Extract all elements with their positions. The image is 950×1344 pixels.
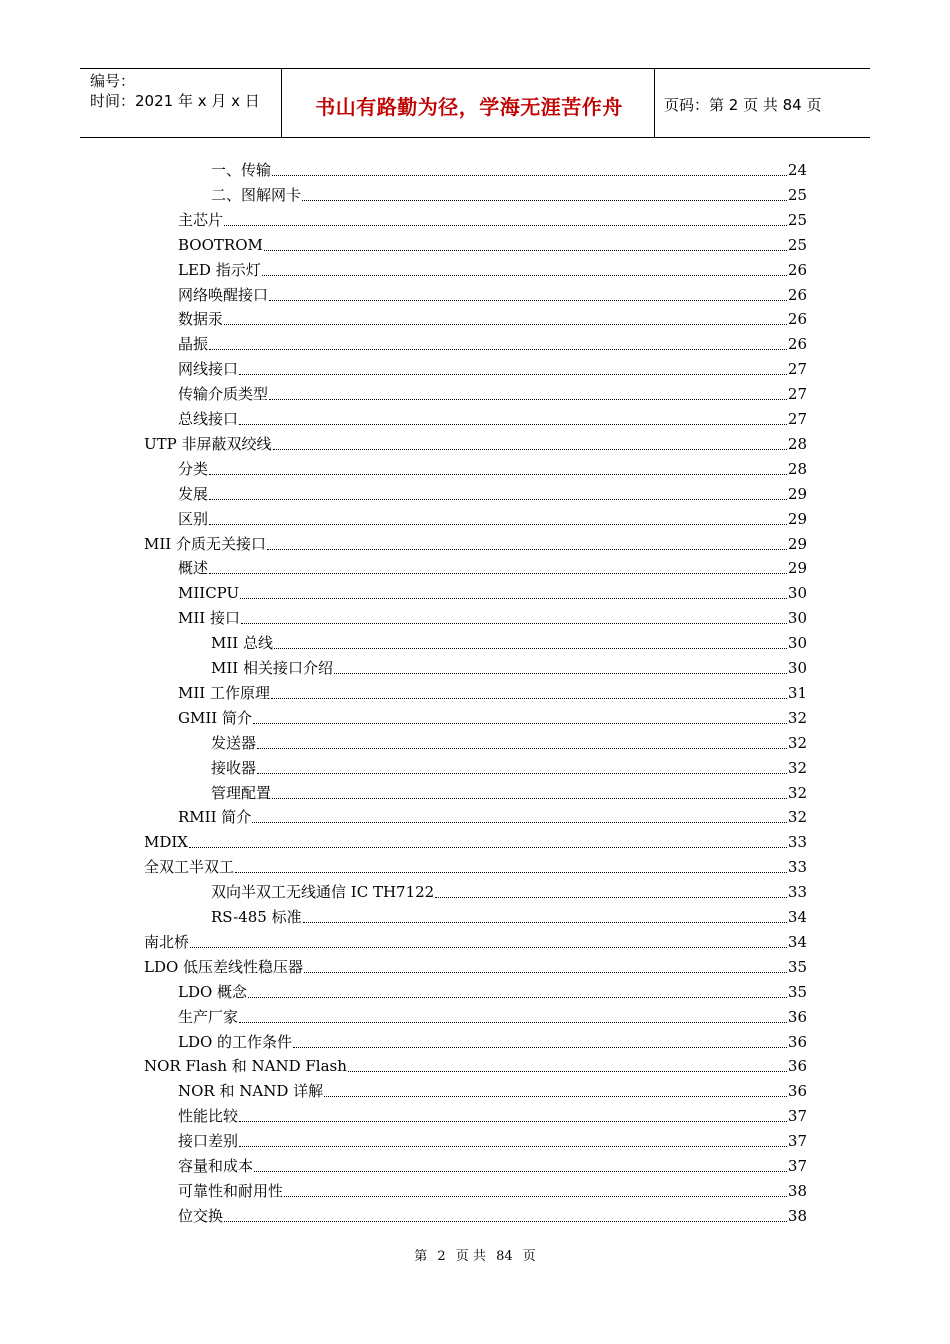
toc-leader-dots: [254, 1171, 787, 1172]
toc-entry-title: 晶振: [178, 335, 209, 353]
toc-entry-page: 28: [787, 435, 807, 453]
motto: 书山有路勤为径，学海无涯苦作舟: [315, 95, 623, 119]
toc-entry-page: 32: [787, 784, 807, 802]
toc-entry[interactable]: [211, 656, 807, 680]
toc-entry-page: 36: [787, 1082, 807, 1100]
footer-suffix: 页: [522, 1249, 536, 1264]
toc-entry[interactable]: [178, 1030, 807, 1054]
toc-entry-page: 30: [787, 584, 807, 602]
toc-leader-dots: [241, 623, 787, 624]
toc-entry[interactable]: [178, 208, 807, 232]
toc-leader-dots: [239, 374, 787, 375]
toc-leader-dots: [267, 549, 787, 550]
toc-entry-title: 接收器: [211, 759, 257, 777]
toc-entry[interactable]: [144, 432, 807, 456]
page-footer: [0, 1245, 950, 1264]
toc-leader-dots: [240, 598, 787, 599]
toc-entry[interactable]: [178, 258, 807, 282]
toc-entry-title: BOOTROM: [178, 236, 263, 254]
toc-entry-page: 24: [787, 161, 807, 179]
toc-entry-title: MII 接口: [178, 609, 240, 627]
toc-leader-dots: [284, 1196, 787, 1197]
toc-entry-page: 32: [787, 709, 807, 727]
toc-leader-dots: [274, 648, 787, 649]
footer-total: 84: [496, 1249, 513, 1264]
toc-leader-dots: [273, 449, 787, 450]
toc-entry-page: 37: [787, 1132, 807, 1150]
toc-entry-title: 容量和成本: [178, 1157, 254, 1175]
toc-entry-page: 29: [787, 510, 807, 528]
toc-leader-dots: [272, 175, 787, 176]
toc-entry-title: LDO 低压差线性稳压器: [144, 958, 304, 976]
toc-entry-page: 37: [787, 1107, 807, 1125]
toc-entry-title: MDIX: [144, 833, 188, 851]
toc-entry-page: 25: [787, 186, 807, 204]
toc-entry-title: 概述: [178, 559, 209, 577]
toc-leader-dots: [334, 673, 787, 674]
toc-entry[interactable]: [178, 556, 807, 580]
toc-entry[interactable]: [144, 830, 807, 854]
toc-leader-dots: [239, 1146, 787, 1147]
toc-entry-page: 30: [787, 634, 807, 652]
toc-entry[interactable]: [211, 880, 807, 904]
toc-entry[interactable]: [211, 781, 807, 805]
toc-leader-dots: [257, 748, 787, 749]
toc-leader-dots: [209, 573, 787, 574]
toc-entry[interactable]: [178, 980, 807, 1004]
toc-leader-dots: [272, 798, 787, 799]
toc-entry[interactable]: [144, 532, 807, 556]
toc-leader-dots: [239, 1121, 787, 1122]
toc-entry[interactable]: [178, 581, 807, 605]
toc-leader-dots: [209, 499, 787, 500]
toc-leader-dots: [224, 324, 787, 325]
toc-entry-title: LDO 概念: [178, 983, 248, 1001]
toc-leader-dots: [239, 1022, 787, 1023]
toc-entry[interactable]: [178, 507, 807, 531]
toc-entry-title: 传输介质类型: [178, 385, 269, 403]
toc-entry[interactable]: [144, 930, 807, 954]
page-indicator: 页码：第 2 页 共 84 页: [664, 96, 822, 114]
toc-entry-title: GMII 简介: [178, 709, 252, 727]
page-header: [80, 68, 870, 138]
toc-entry-page: 35: [787, 958, 807, 976]
toc-entry[interactable]: [178, 606, 807, 630]
toc-entry-title: RS-485 标准: [211, 908, 302, 926]
toc-entry[interactable]: [178, 357, 807, 381]
toc-entry[interactable]: [178, 1179, 807, 1203]
toc-entry-title: 一、传输: [211, 161, 272, 179]
toc-entry-title: 二、图解网卡: [211, 186, 302, 204]
toc-entry-title: MII 总线: [211, 634, 273, 652]
toc-entry-page: 29: [787, 485, 807, 503]
toc-leader-dots: [271, 698, 787, 699]
toc-entry-title: RMII 简介: [178, 808, 252, 826]
toc-entry-page: 36: [787, 1008, 807, 1026]
toc-entry-title: 网络唤醒接口: [178, 286, 269, 304]
toc-leader-dots: [257, 773, 787, 774]
toc-leader-dots: [348, 1071, 787, 1072]
toc-entry-page: 38: [787, 1182, 807, 1200]
toc-entry[interactable]: [144, 955, 807, 979]
toc-entry[interactable]: [211, 158, 807, 182]
toc-entry-title: 主芯片: [178, 211, 224, 229]
toc-leader-dots: [209, 524, 787, 525]
toc-entry[interactable]: [211, 756, 807, 780]
toc-entry-page: 25: [787, 236, 807, 254]
toc-entry-title: 位交换: [178, 1207, 224, 1225]
toc-entry-title: LED 指示灯: [178, 261, 261, 279]
toc-entry[interactable]: [178, 1129, 807, 1153]
toc-entry-page: 32: [787, 734, 807, 752]
toc-entry-title: 数据汞: [178, 310, 224, 328]
toc-entry[interactable]: [178, 307, 807, 331]
toc-entry-page: 28: [787, 460, 807, 478]
toc-entry[interactable]: [178, 482, 807, 506]
toc-leader-dots: [435, 897, 787, 898]
toc-entry-title: 全双工半双工: [144, 858, 235, 876]
footer-prefix: 第: [414, 1249, 428, 1264]
time-label: 时间：2021 年 x 月 x 日: [90, 92, 260, 110]
toc-entry-title: 发送器: [211, 734, 257, 752]
toc-entry-page: 26: [787, 261, 807, 279]
toc-entry-title: NOR Flash 和 NAND Flash: [144, 1057, 347, 1075]
toc-leader-dots: [224, 225, 787, 226]
toc-entry-title: 总线接口: [178, 410, 239, 428]
toc-entry[interactable]: [178, 681, 807, 705]
toc-entry-title: 管理配置: [211, 784, 272, 802]
toc-entry-page: 29: [787, 559, 807, 577]
toc-entry-page: 31: [787, 684, 807, 702]
toc-leader-dots: [324, 1096, 787, 1097]
toc-entry-page: 36: [787, 1057, 807, 1075]
toc-entry[interactable]: [178, 382, 807, 406]
toc-entry[interactable]: [178, 332, 807, 356]
toc-entry-page: 27: [787, 410, 807, 428]
toc-entry-page: 32: [787, 808, 807, 826]
toc-leader-dots: [189, 847, 787, 848]
toc-entry-page: 33: [787, 883, 807, 901]
toc-leader-dots: [303, 922, 787, 923]
toc-entry-title: 接口差别: [178, 1132, 239, 1150]
toc-entry-title: 可靠性和耐用性: [178, 1182, 284, 1200]
toc-entry[interactable]: [144, 855, 807, 879]
toc-entry-page: 36: [787, 1033, 807, 1051]
toc-entry[interactable]: [144, 1054, 807, 1078]
toc-entry-title: LDO 的工作条件: [178, 1033, 293, 1051]
footer-page: 2: [437, 1249, 446, 1264]
toc-entry-page: 27: [787, 385, 807, 403]
toc-entry[interactable]: [178, 1104, 807, 1128]
toc-entry-page: 27: [787, 360, 807, 378]
toc-entry-title: MIICPU: [178, 584, 240, 602]
toc-entry-title: 双向半双工无线通信 IC TH7122: [211, 883, 435, 901]
toc-entry-title: 分类: [178, 460, 209, 478]
toc-entry-page: 29: [787, 535, 807, 553]
toc-entry-title: 生产厂家: [178, 1008, 239, 1026]
toc-leader-dots: [253, 723, 787, 724]
toc-entry-page: 26: [787, 286, 807, 304]
toc-entry-page: 38: [787, 1207, 807, 1225]
toc-leader-dots: [235, 872, 787, 873]
toc-leader-dots: [293, 1047, 787, 1048]
toc-leader-dots: [248, 997, 787, 998]
toc-entry[interactable]: [178, 1005, 807, 1029]
toc-entry-page: 33: [787, 858, 807, 876]
number-label: 编号：: [90, 72, 136, 90]
toc-entry-title: 南北桥: [144, 933, 190, 951]
toc-entry-title: NOR 和 NAND 详解: [178, 1082, 324, 1100]
toc-entry-title: MII 相关接口介绍: [211, 659, 333, 677]
toc-entry-page: 33: [787, 833, 807, 851]
toc-entry-page: 26: [787, 335, 807, 353]
toc-entry-page: 37: [787, 1157, 807, 1175]
toc-entry[interactable]: [211, 905, 807, 929]
toc-entry[interactable]: [178, 706, 807, 730]
toc-entry-title: 发展: [178, 485, 209, 503]
toc-leader-dots: [269, 399, 787, 400]
footer-mid: 页 共: [455, 1249, 486, 1264]
toc-entry-title: 区别: [178, 510, 209, 528]
toc-leader-dots: [302, 200, 787, 201]
toc-leader-dots: [239, 424, 787, 425]
toc-entry-title: 性能比较: [178, 1107, 239, 1125]
header-meta: [90, 71, 260, 111]
toc-leader-dots: [209, 349, 787, 350]
toc-entry-page: 26: [787, 310, 807, 328]
toc-entry[interactable]: [211, 731, 807, 755]
toc-entry-page: 35: [787, 983, 807, 1001]
toc-entry[interactable]: [178, 1154, 807, 1178]
toc-entry-page: 30: [787, 659, 807, 677]
toc-entry-title: 网线接口: [178, 360, 239, 378]
toc-entry-page: 30: [787, 609, 807, 627]
toc-leader-dots: [209, 474, 787, 475]
toc-entry[interactable]: [178, 1079, 807, 1103]
toc-entry[interactable]: [178, 1204, 807, 1228]
toc-entry[interactable]: [178, 457, 807, 481]
toc-leader-dots: [252, 822, 787, 823]
toc-entry-title: UTP 非屏蔽双绞线: [144, 435, 272, 453]
toc-entry[interactable]: [211, 183, 807, 207]
toc-entry-title: MII 工作原理: [178, 684, 270, 702]
toc-leader-dots: [224, 1221, 787, 1222]
toc-entry-page: 34: [787, 908, 807, 926]
toc-entry-page: 32: [787, 759, 807, 777]
toc-entry[interactable]: [178, 805, 807, 829]
toc-leader-dots: [304, 972, 787, 973]
toc-leader-dots: [190, 947, 787, 948]
toc-entry-title: MII 介质无关接口: [144, 535, 266, 553]
toc-leader-dots: [264, 250, 787, 251]
toc-leader-dots: [262, 275, 787, 276]
toc-entry-page: 34: [787, 933, 807, 951]
toc-entry-page: 25: [787, 211, 807, 229]
toc-entry[interactable]: [178, 407, 807, 431]
toc-entry[interactable]: [178, 283, 807, 307]
toc-entry[interactable]: [178, 233, 807, 257]
toc-leader-dots: [269, 300, 787, 301]
toc-entry[interactable]: [211, 631, 807, 655]
